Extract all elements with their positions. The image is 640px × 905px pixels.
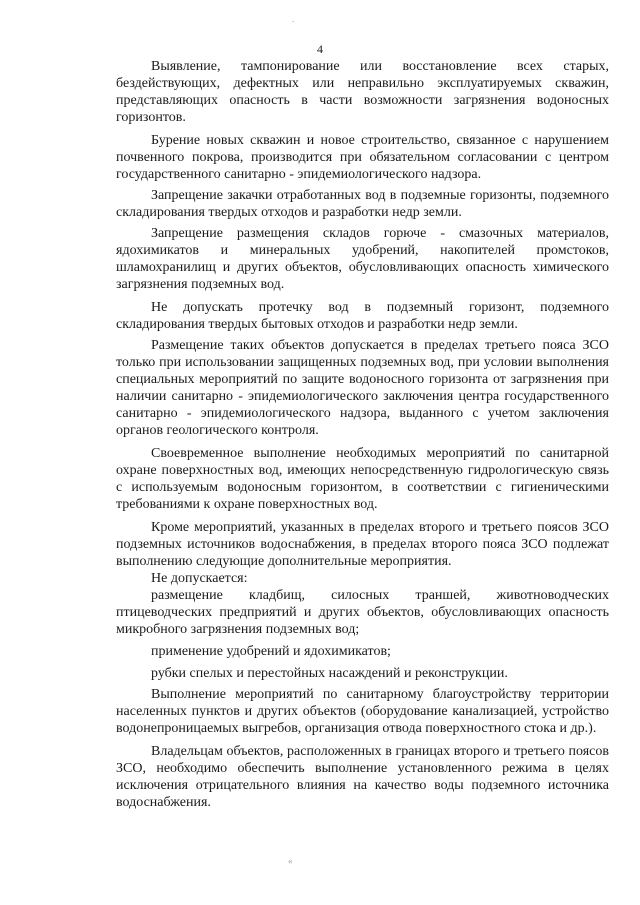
page-number: 4 <box>317 42 323 56</box>
stray-mark: . <box>292 14 295 24</box>
paragraph-new-drilling: Бурение новых скважин и новое строительство, связанное с нарушением почвенного покрова, производится при обязательном согласовании с центром государственного санитарно - эпидемиологического надзора. <box>116 133 609 182</box>
list-item-fertilizers: применение удобрений и ядохимикатов; <box>151 644 391 659</box>
paragraph-owners-obligation: Владельцам объектов, расположенных в границах второго и третьего поясов ЗСО, необходимо обеспечить выполнение установленного режима в целях исключения отрицательного влияния на качество воды подземного источника водоснабжения. <box>116 744 609 810</box>
paragraph-storage-ban: Запрещение размещения складов горюче - смазочных материалов, ядохимикатов и минеральных удобрений, накопителей промстоков, шламохранилищ и других объектов, обусловливающих опасность химического загрязнения подземных вод. <box>116 226 609 292</box>
paragraph-well-plugging: Выявление, тампонирование или восстановление всех старых, бездействующих, дефектных или неправильно эксплуатируемых скважин, представляющих опасность в части возможности загрязнения водоносных горизонтов. <box>116 59 609 125</box>
paragraph-third-belt-placement: Размещение таких объектов допускается в пределах третьего пояса ЗСО только при использовании защищенных подземных вод, при условии выполнения специальных мероприятий по защите водоносного горизонта от загрязнения при наличии санитарно - эпидемиологического заключения центра государственного санитарно - эпидемиологического надзора, выданного с учетом заключения органов геологического контроля. <box>116 338 609 438</box>
paragraph-injection-ban: Запрещение закачки отработанных вод в подземные горизонты, подземного складирования твердых отходов и разработки недр земли. <box>116 188 609 220</box>
list-item-cemeteries: размещение кладбищ, силосных траншей, животноводческих птицеводческих предприятий и других объектов, обусловливающих опасность микробного загрязнения подземных вод; <box>116 588 609 637</box>
paragraph-sanitary-improvement: Выполнение мероприятий по санитарному благоустройству территории населенных пунктов и других объектов (оборудование канализацией, устройство водонепроницаемых выгребов, организация отвода поверхностного стока и др.). <box>116 687 609 736</box>
paragraph-second-belt-measures: Кроме мероприятий, указанных в пределах второго и третьего поясов ЗСО подземных источников водоснабжения, в пределах второго пояса ЗСО подлежат выполнению следующие дополнительные мероприятия. <box>116 520 609 569</box>
paragraph-leakage-ban: Не допускать протечку вод в подземный горизонт, подземного складирования твердых бытовых отходов и разработки недр земли. <box>116 300 609 332</box>
list-item-logging: рубки спелых и перестойных насаждений и реконструкции. <box>151 666 508 681</box>
paragraph-not-allowed-heading: Не допускается: <box>151 571 248 586</box>
stray-mark: « <box>288 856 293 866</box>
paragraph-surface-water-protection: Своевременное выполнение необходимых мероприятий по санитарной охране поверхностных вод, имеющих непосредственную гидрологическую связь с используемым водоносным горизонтом, в соответствии с гигиеническими требованиями к охране поверхностных вод. <box>116 446 609 512</box>
document-body <box>116 58 609 811</box>
